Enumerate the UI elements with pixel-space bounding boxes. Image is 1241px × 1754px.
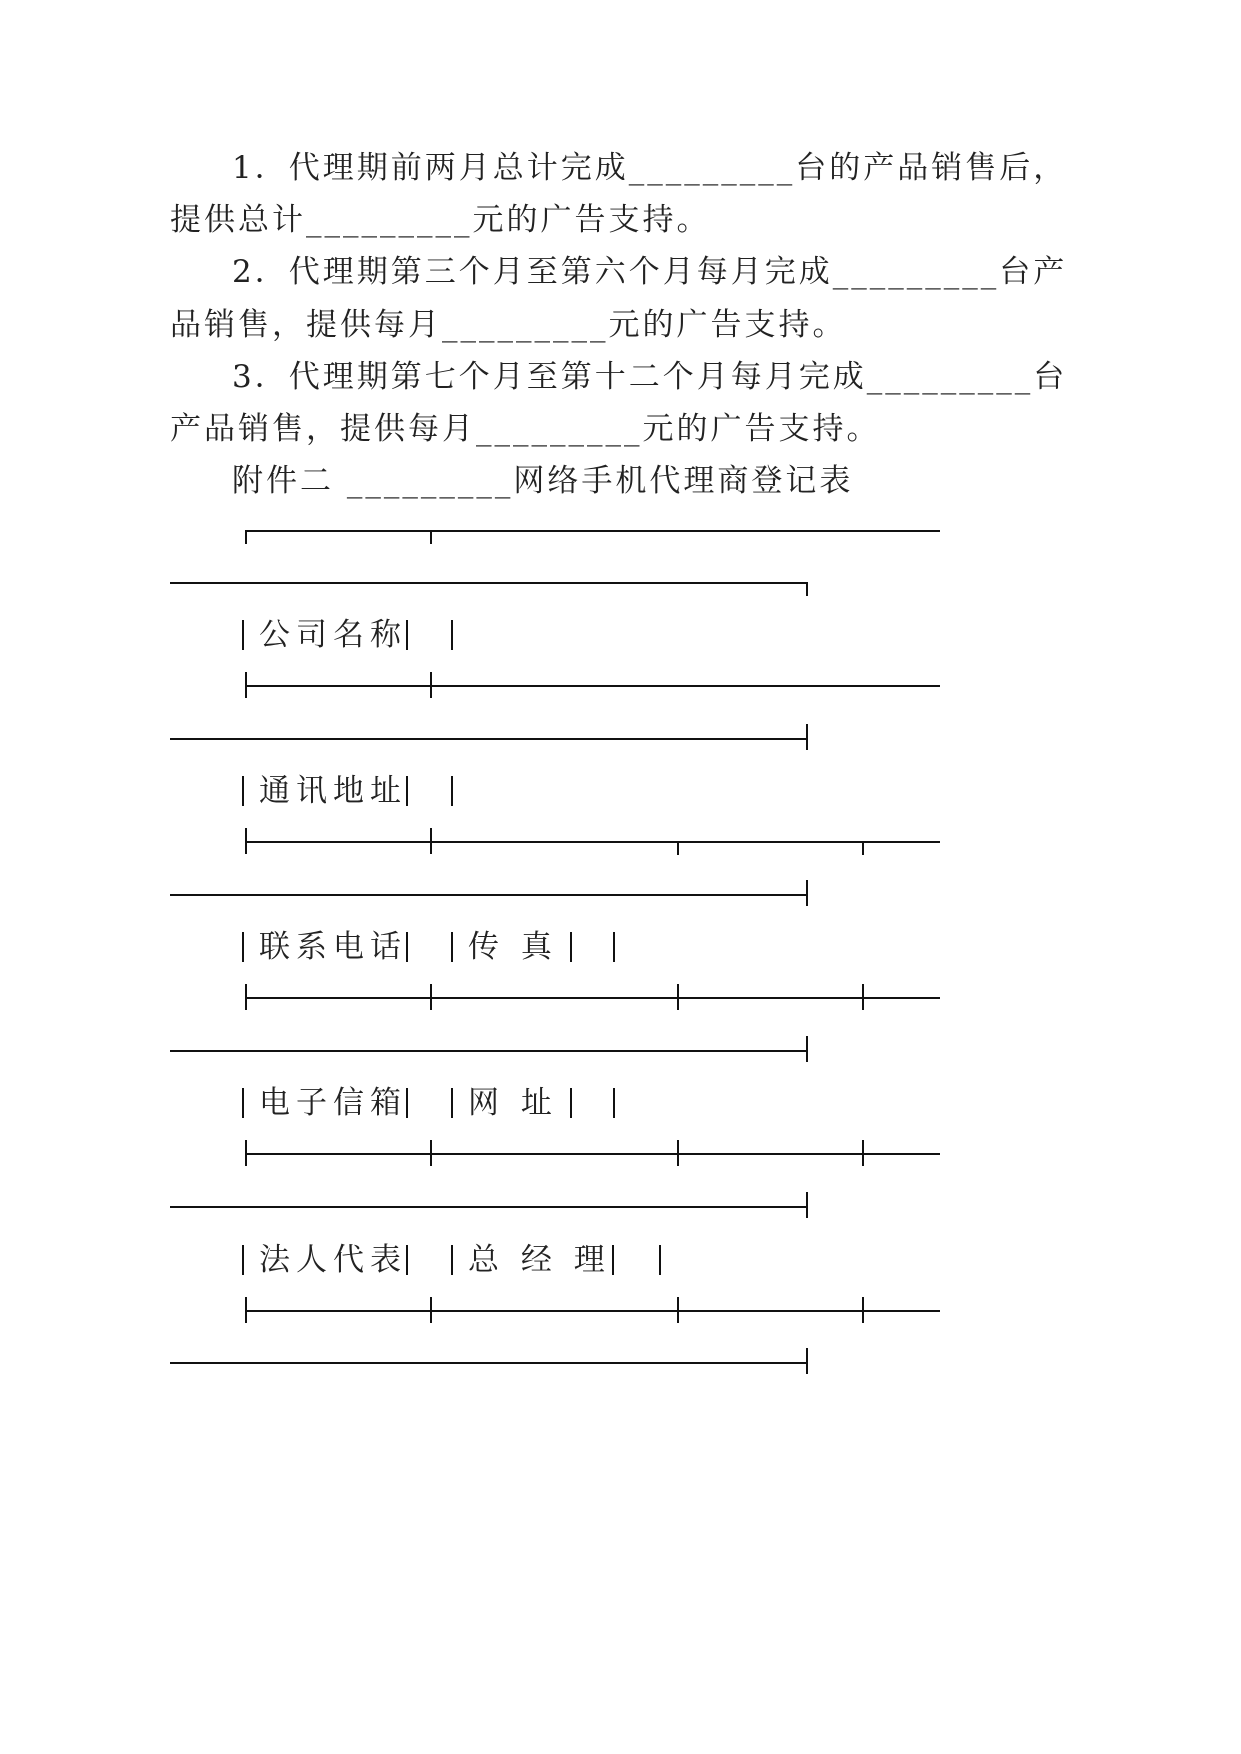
label-phone: 联系电话 — [259, 929, 407, 965]
row5-bar-mid2 — [451, 1245, 453, 1275]
annex-title: 附件二 _________网络手机代理商登记表 — [232, 463, 854, 499]
label-company-name: 公司名称 — [259, 617, 407, 653]
paragraph-3-line-2: 产品销售，提供每月_________元的广告支持。 — [170, 411, 881, 447]
row2-bar-left — [242, 776, 244, 806]
table-divider-2 — [245, 841, 940, 843]
row5-bar-mid — [406, 1245, 408, 1275]
divider-1-cross — [430, 672, 432, 698]
divider-5-cross-b — [677, 1297, 679, 1323]
label-fax: 传 真 — [468, 929, 558, 965]
table-border-top — [245, 530, 940, 532]
divider-2-left — [245, 828, 247, 854]
label-website: 网 址 — [468, 1085, 558, 1121]
table-divider-1 — [245, 685, 940, 687]
row4-bar-mid — [406, 1088, 408, 1118]
paragraph-3-line-1: 3．代理期第七个月至第十二个月每月完成_________台 — [232, 359, 1068, 395]
divider-1-right — [806, 724, 808, 750]
divider-1-left — [245, 672, 247, 698]
divider-4-cross-a — [430, 1140, 432, 1166]
divider-3-cross-b — [677, 984, 679, 1010]
paragraph-2-line-1: 2．代理期第三个月至第六个月每月完成_________台产 — [232, 254, 1068, 290]
paragraph-2-line-2: 品销售，提供每月_________元的广告支持。 — [170, 307, 847, 343]
paragraph-1-line-2: 提供总计_________元的广告支持。 — [170, 202, 711, 238]
row1-bar-left — [242, 620, 244, 650]
divider-2-cross — [430, 828, 432, 854]
label-legal-rep: 法人代表 — [259, 1242, 407, 1278]
divider-3-cross-c — [862, 984, 864, 1010]
label-address: 通讯地址 — [259, 773, 407, 809]
divider-3-left — [245, 984, 247, 1010]
divider-4-cross-b — [677, 1140, 679, 1166]
divider-3-cross-a — [430, 984, 432, 1010]
label-general-manager: 总 经 理 — [468, 1242, 611, 1278]
row4-bar-right — [613, 1088, 615, 1118]
row3-bar-mid2 — [451, 932, 453, 962]
table-divider-5 — [245, 1310, 940, 1312]
divider-4-left — [245, 1140, 247, 1166]
divider-5-left — [245, 1297, 247, 1323]
row4-bar-mid2 — [451, 1088, 453, 1118]
row3-bar-left — [242, 932, 244, 962]
divider-2-junction-a — [677, 841, 679, 855]
table-corner-top-right — [806, 582, 808, 596]
row3-bar-mid3 — [570, 932, 572, 962]
row2-bar-mid — [406, 776, 408, 806]
table-divider-1-wrap — [170, 738, 808, 740]
row4-bar-left — [242, 1088, 244, 1118]
divider-4-right — [806, 1192, 808, 1218]
table-divider-4-wrap — [170, 1206, 808, 1208]
row5-bar-left — [242, 1245, 244, 1275]
table-border-top-wrap — [170, 582, 808, 584]
table-divider-3-wrap — [170, 1050, 808, 1052]
table-divider-5-wrap — [170, 1362, 808, 1364]
divider-4-cross-c — [862, 1140, 864, 1166]
divider-2-junction-b — [862, 841, 864, 855]
divider-5-right — [806, 1348, 808, 1374]
row5-bar-right — [659, 1245, 661, 1275]
divider-2-right — [806, 880, 808, 906]
table-divider-2-wrap — [170, 894, 808, 896]
paragraph-1-line-1: 1．代理期前两月总计完成_________台的产品销售后， — [232, 150, 1068, 186]
row5-bar-mid3 — [612, 1245, 614, 1275]
row1-bar-right — [451, 620, 453, 650]
row4-bar-mid3 — [570, 1088, 572, 1118]
label-email: 电子信箱 — [259, 1085, 407, 1121]
table-divider-4 — [245, 1153, 940, 1155]
row3-bar-right — [613, 932, 615, 962]
row1-bar-mid — [406, 620, 408, 650]
row3-bar-mid — [406, 932, 408, 962]
divider-5-cross-c — [862, 1297, 864, 1323]
divider-5-cross-a — [430, 1297, 432, 1323]
row2-bar-right — [451, 776, 453, 806]
table-junction-top — [430, 530, 432, 544]
table-corner-top-left — [245, 530, 247, 544]
divider-3-right — [806, 1036, 808, 1062]
table-divider-3 — [245, 997, 940, 999]
